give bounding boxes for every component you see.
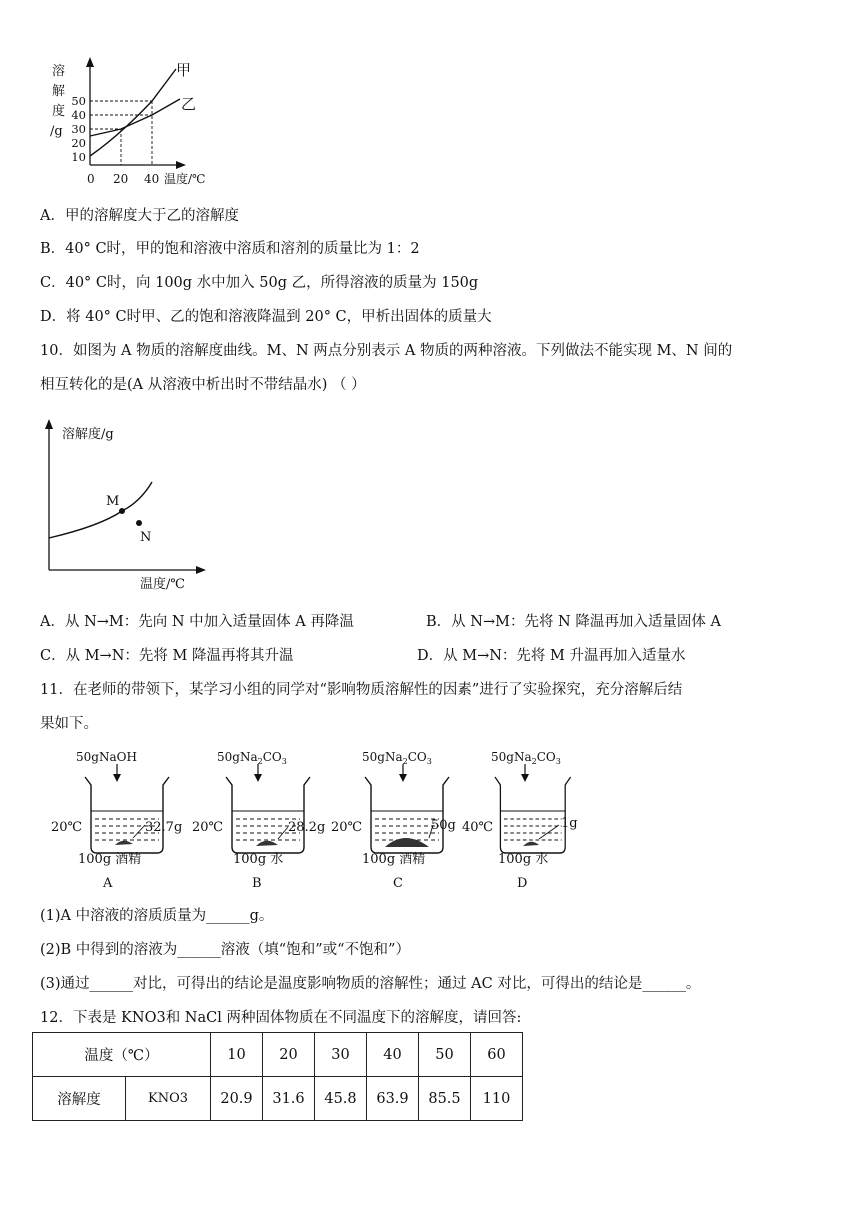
y-tick-20: 20 [71,136,86,150]
x-axis-arrow [176,161,186,169]
point-m-label: M [106,494,120,509]
beaker-d-amount: 1g [561,816,578,831]
beaker-d-temp: 40℃ [462,820,494,835]
x-axis-label: 温度/℃ [140,577,185,592]
beaker-b-amount: 28.2g [288,820,326,835]
q10-option-a: A．从 N→M：先向 N 中加入适量固体 A 再降温 [40,614,354,630]
beaker-b [192,750,325,891]
beaker-a-solvent: 100g 酒精 [78,852,142,867]
row-label-solubility: 溶解度 [33,1077,126,1121]
beaker-c [331,750,456,891]
x-axis-label: 温度/℃ [164,172,206,186]
beaker-c-solute: $50gNa_2CO_3$ [362,750,432,766]
solubility-table [32,1032,523,1121]
q9-option-d: D．将 40° C时甲、乙的饱和溶液降温到 20° C，甲析出固体的质量大 [40,309,492,325]
q10-option-b: B．从 N→M：先将 N 降温再加入适量固体 A [426,614,721,630]
q11-sub2: (2)B 中得到的溶液为______溶液（填“饱和”或“不饱和”） [40,942,410,958]
solubility-chart-jia-yi [40,55,230,190]
header-temp-label: 温度（℃） [33,1033,211,1077]
value-cell: 31.6 [263,1077,315,1121]
point-n-label: N [140,530,152,545]
q9-option-a: A．甲的溶解度大于乙的溶解度 [40,208,239,224]
q9-option-c: C．40° C时，向 100g 水中加入 50g 乙，所得溶液的质量为 150g [40,275,479,291]
solubility-chart-a [40,418,210,593]
q10-option-c: C．从 M→N：先将 M 降温再将其升温 [40,648,294,664]
y-tick-50: 50 [71,94,86,108]
point-m [119,508,125,514]
beaker-b-solute: $50gNa_2CO_3$ [217,750,287,766]
y-label-char-4: /g [50,124,63,139]
beaker-experiment-figure [40,745,600,895]
beaker-b-temp: 20℃ [192,820,224,835]
beaker-d-solute: $50gNa_2CO_3$ [491,750,561,766]
value-cell: 110 [471,1077,523,1121]
beaker-d-solid [523,842,539,846]
q9-option-b: B．40° C时，甲的饱和溶液中溶质和溶剂的质量比为 1：2 [40,241,420,257]
q10-stem-line1: 10．如图为 A 物质的溶解度曲线。M、N 两点分别表示 A 物质的两种溶液。下列做法不能实现 M、N 间的 [40,343,733,359]
beaker-a-temp: 20℃ [51,820,83,835]
x-tick-0: 0 [87,172,95,186]
value-cell: 45.8 [315,1077,367,1121]
y-axis-arrow [45,419,53,429]
q11-sub3: (3)通过______对比，可得出的结论是温度影响物质的溶解性；通过 AC 对比，可得出的结论是______。 [40,976,701,992]
beaker-d-solvent: 100g 水 [498,852,549,867]
q12-stem: 12．下表是 KNO3和 NaCl 两种固体物质在不同温度下的溶解度，请回答: [40,1010,522,1026]
table-row [33,1033,523,1077]
solubility-curve [49,482,152,538]
beaker-c-solid [385,838,429,847]
curve-jia [90,69,176,156]
y-axis-label: 溶解度/g [62,427,114,442]
beaker-a-letter: A [103,876,113,891]
y-label-char-1: 溶 [52,64,66,79]
temp-cell: 50 [419,1033,471,1077]
beaker-a-solute: 50gNaOH [76,750,137,764]
substance-knO3: KNO3 [126,1077,211,1121]
temp-cell: 40 [367,1033,419,1077]
x-axis-arrow [196,566,206,574]
x-tick-40: 40 [144,172,160,186]
curve-label-yi: 乙 [181,95,197,113]
beaker-d-letter: D [517,876,528,891]
y-label-char-3: 度 [52,104,66,119]
temp-cell: 10 [211,1033,263,1077]
beaker-a [51,750,182,891]
beaker-c-solvent: 100g 酒精 [362,852,426,867]
y-label-char-2: 解 [52,84,66,99]
q11-stem-line2: 果如下。 [40,716,98,732]
beaker-b-solid [256,841,278,846]
y-tick-30: 30 [71,122,86,136]
q10-option-d: D．从 M→N：先将 M 升温再加入适量水 [417,648,686,664]
beaker-c-amount: 50g [431,818,456,833]
y-tick-40: 40 [71,108,86,122]
point-n [136,520,142,526]
y-tick-10: 10 [71,150,86,164]
temp-cell: 30 [315,1033,367,1077]
q10-stem-line2: 相互转化的是(A 从溶液中析出时不带结晶水) （ ） [40,377,366,393]
value-cell: 85.5 [419,1077,471,1121]
curve-label-jia: 甲 [176,61,192,79]
table-row [33,1077,523,1121]
y-axis-arrow [86,57,94,67]
beaker-b-solvent: 100g 水 [233,852,284,867]
temp-cell: 60 [471,1033,523,1077]
beaker-d [462,750,578,891]
beaker-c-letter: C [393,876,403,891]
q11-stem-line1: 11．在老师的带领下，某学习小组的同学对“影响物质溶解性的因素”进行了实验探究，充分溶解后结 [40,682,683,698]
value-cell: 20.9 [211,1077,263,1121]
value-cell: 63.9 [367,1077,419,1121]
beaker-a-solid [115,841,133,845]
beaker-c-temp: 20℃ [331,820,363,835]
beaker-a-amount: 32.7g [145,820,183,835]
x-tick-20: 20 [113,172,129,186]
beaker-b-letter: B [252,876,262,891]
q11-sub1: (1)A 中溶液的溶质质量为______g。 [40,908,274,924]
temp-cell: 20 [263,1033,315,1077]
